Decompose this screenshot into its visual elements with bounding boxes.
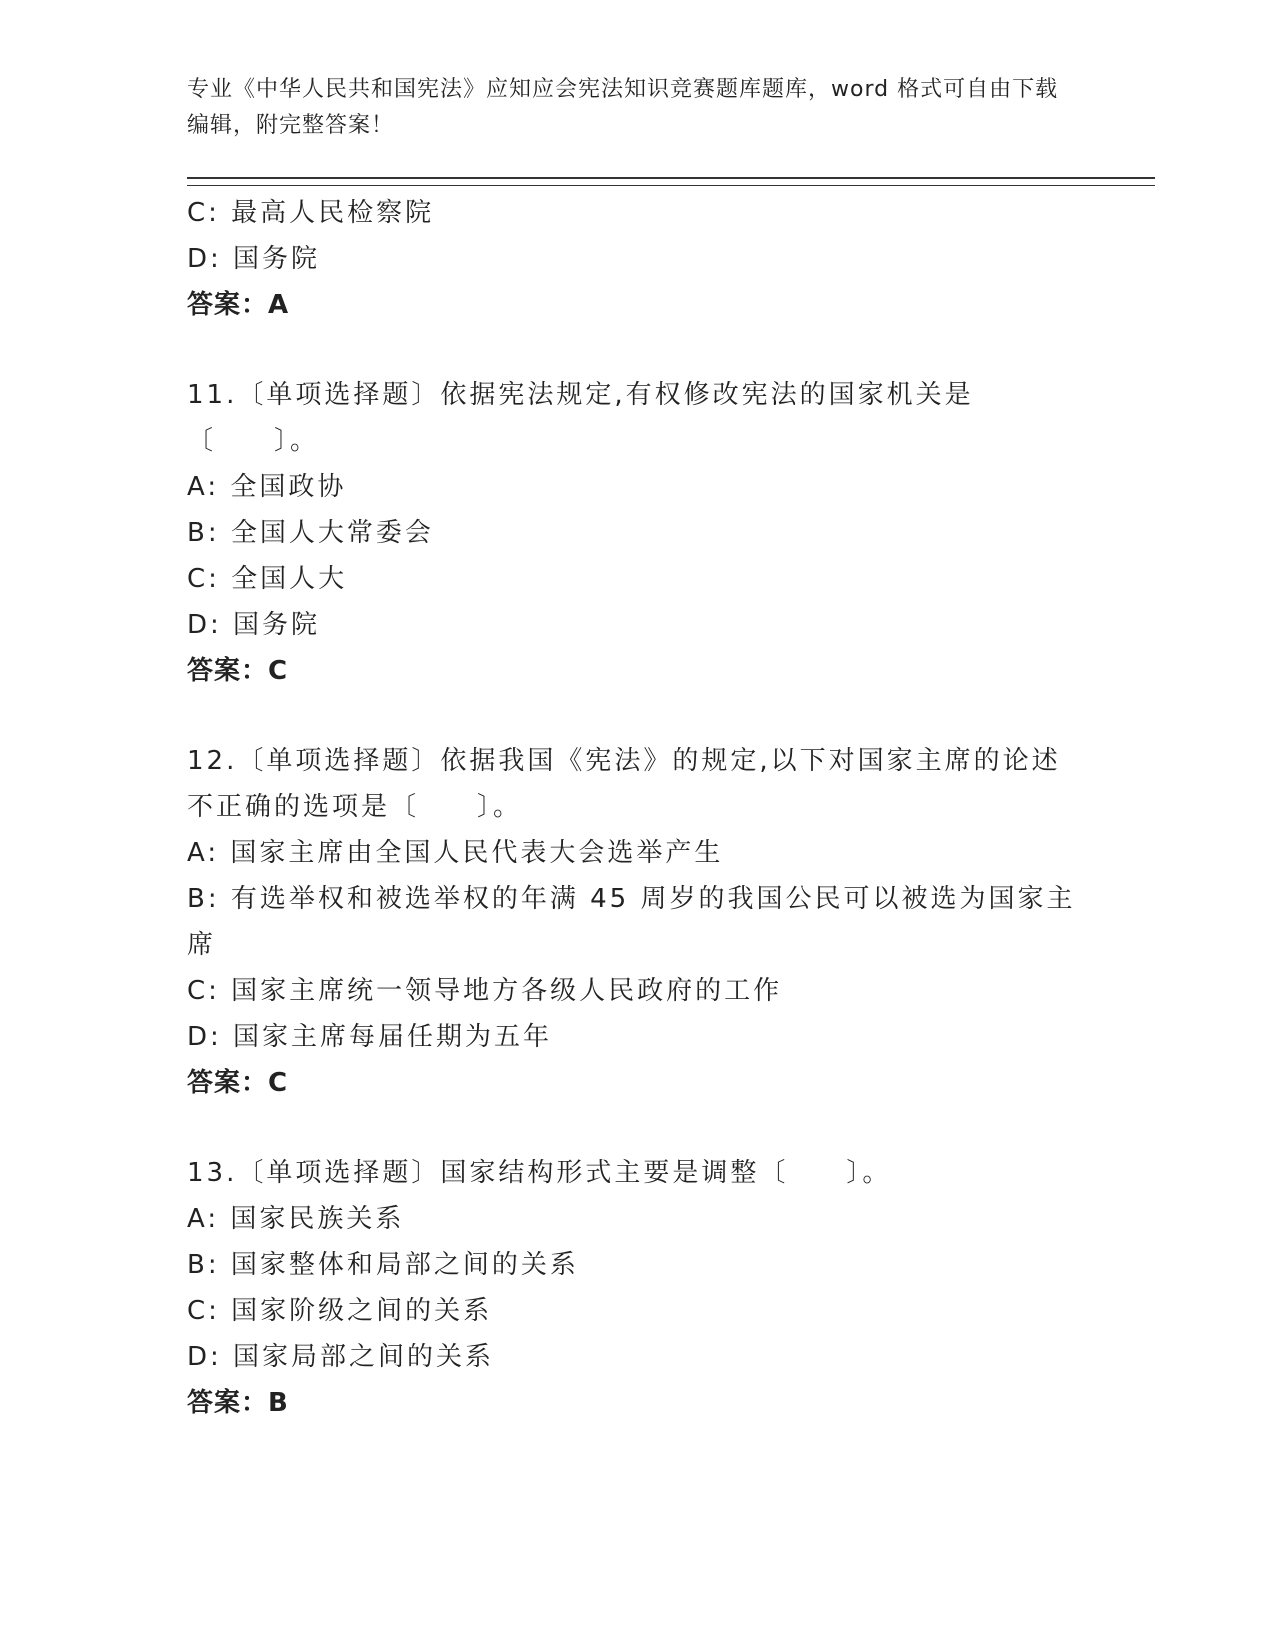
option-c: C: 国家主席统一领导地方各级人民政府的工作 — [187, 976, 783, 1006]
spacer — [187, 1106, 1087, 1150]
option-d: D: 国务院 — [187, 610, 321, 640]
option-d: D: 国家局部之间的关系 — [187, 1342, 495, 1372]
option-a: A: 国家民族关系 — [187, 1204, 405, 1234]
option-d: D: 国务院 — [187, 244, 321, 274]
question-12 — [187, 738, 1087, 1106]
option-b: B: 全国人大常委会 — [187, 518, 434, 548]
answer-line: 答案：C — [187, 1068, 289, 1098]
option-c: C: 国家阶级之间的关系 — [187, 1296, 493, 1326]
carry-over-question — [187, 190, 1087, 328]
option-b: B: 有选举权和被选举权的年满 45 周岁的我国公民可以被选为国家主席 — [187, 884, 1076, 960]
document-body — [187, 190, 1087, 1426]
option-b: B: 国家整体和局部之间的关系 — [187, 1250, 579, 1280]
spacer — [187, 328, 1087, 372]
option-d: D: 国家主席每届任期为五年 — [187, 1022, 553, 1052]
question-13 — [187, 1150, 1087, 1426]
answer-line: 答案：C — [187, 656, 289, 686]
question-stem: 11.〔单项选择题〕依据宪法规定,有权修改宪法的国家机关是〔 〕。 — [187, 380, 974, 456]
option-a: A: 国家主席由全国人民代表大会选举产生 — [187, 838, 724, 868]
spacer — [187, 694, 1087, 738]
question-stem: 12.〔单项选择题〕依据我国《宪法》的规定,以下对国家主席的论述不正确的选项是〔 〕。 — [187, 746, 1061, 822]
page-header: 专业《中华人民共和国宪法》应知应会宪法知识竞赛题库题库，word 格式可自由下载编辑，附完整答案！ — [187, 77, 1059, 138]
option-c: C: 全国人大 — [187, 564, 348, 594]
option-a: A: 全国政协 — [187, 472, 347, 502]
header-divider — [187, 177, 1155, 186]
answer-line: 答案：A — [187, 290, 290, 320]
question-stem: 13.〔单项选择题〕国家结构形式主要是调整〔 〕。 — [187, 1158, 892, 1188]
option-c: C: 最高人民检察院 — [187, 198, 435, 228]
question-11 — [187, 372, 1087, 694]
answer-line: 答案：B — [187, 1388, 289, 1418]
